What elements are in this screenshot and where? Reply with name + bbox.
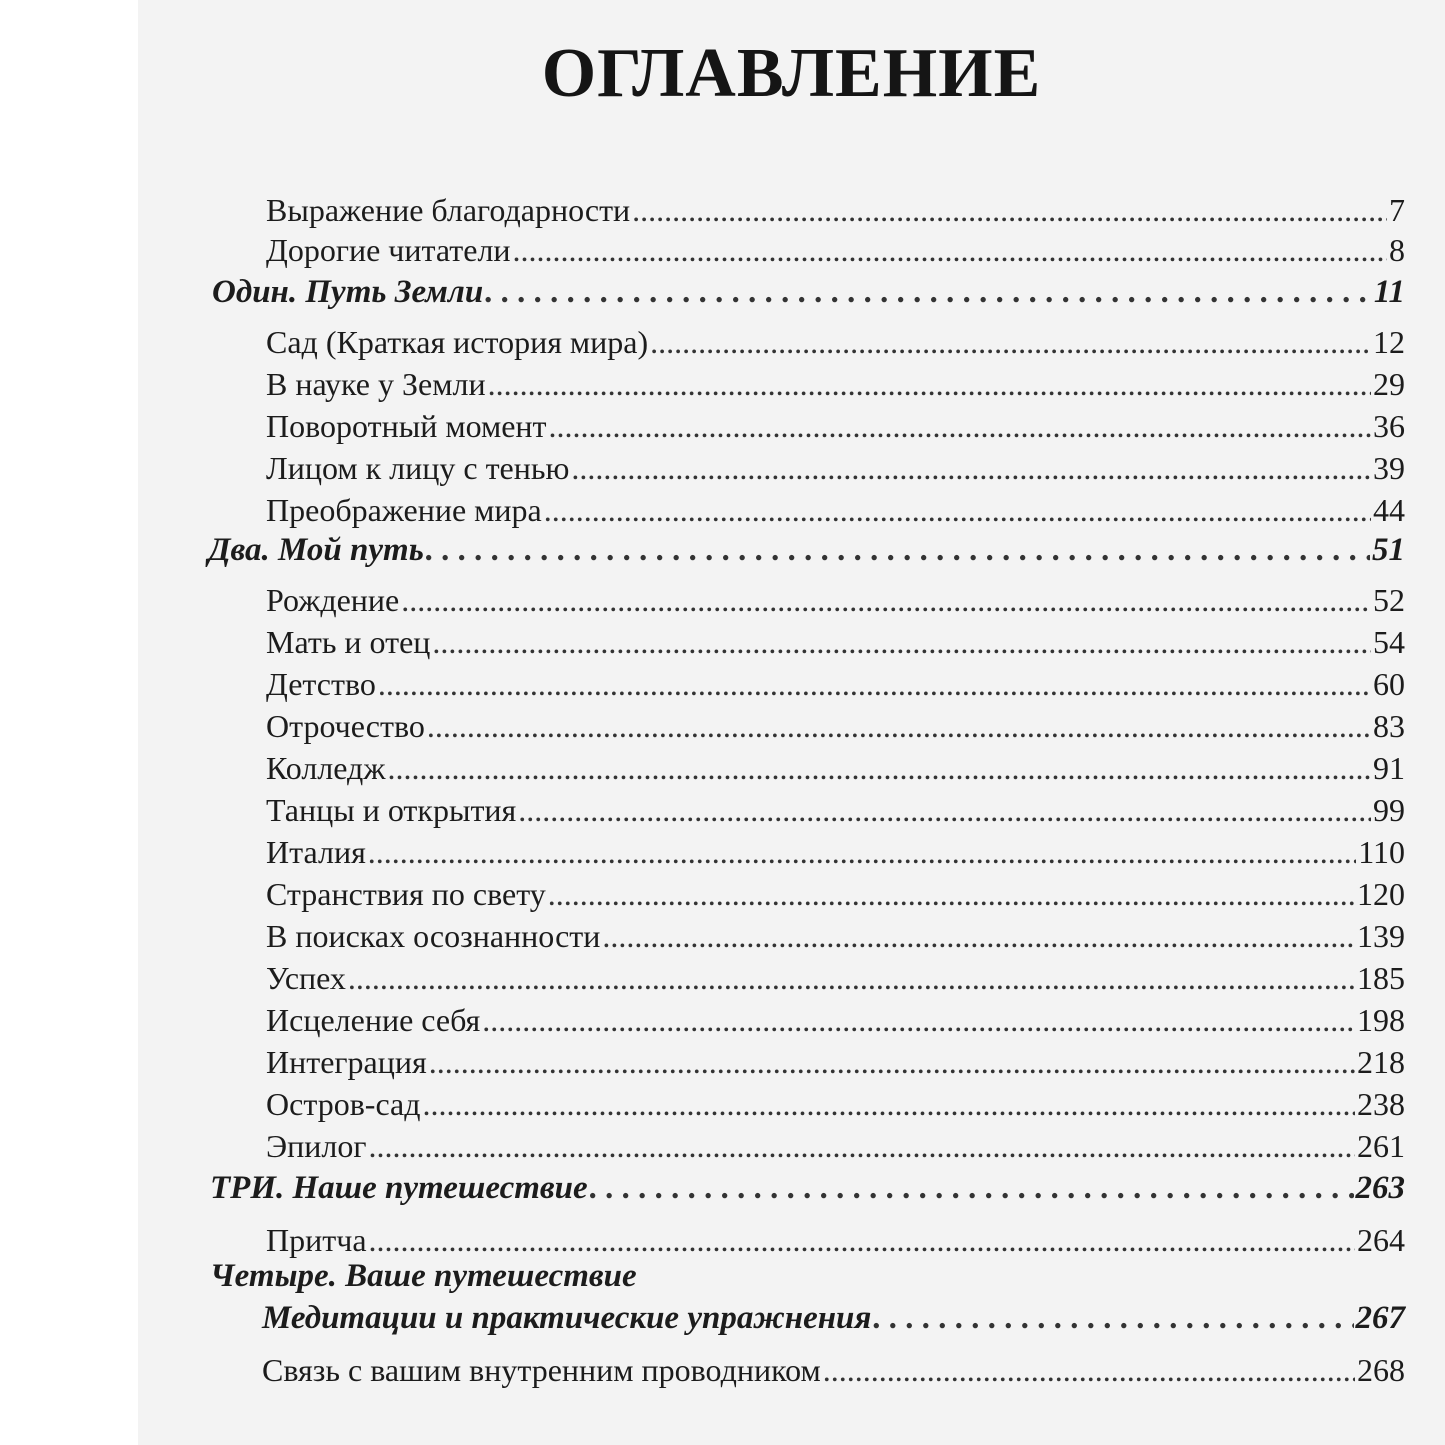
toc-part-title: Два. Мой путь <box>208 532 424 568</box>
toc-entry <box>266 232 1405 269</box>
leader-dots <box>650 324 1371 361</box>
leader-dots <box>513 232 1387 269</box>
toc-entry <box>266 192 1405 229</box>
leader-dots <box>368 834 1356 871</box>
toc-entry-page: 91 <box>1373 750 1405 786</box>
toc-entry-page: 218 <box>1357 1044 1405 1080</box>
toc-entry-title: Отрочество <box>266 708 425 744</box>
toc-entry-title: Преображение мира <box>266 492 542 528</box>
toc-entry <box>266 1044 1405 1081</box>
toc-entry-title: В науке у Земли <box>266 366 486 402</box>
toc-part-title: Один. Путь Земли <box>212 274 484 310</box>
leader-dots <box>602 918 1355 955</box>
toc-entry-page: 54 <box>1373 624 1405 660</box>
toc-entry-page: 264 <box>1357 1222 1405 1258</box>
leader-dots <box>401 582 1371 619</box>
toc-entry-page: 185 <box>1357 960 1405 996</box>
toc-entry-title: Связь с вашим внутренним проводником <box>262 1352 821 1388</box>
leader-dots <box>544 492 1371 529</box>
toc-entry <box>266 492 1405 529</box>
toc-entry <box>266 450 1405 487</box>
toc-entry-title: Лицом к лицу с тенью <box>266 450 570 486</box>
toc-entry <box>266 918 1405 955</box>
leader-dots <box>378 666 1371 703</box>
leader-dots <box>387 750 1371 787</box>
toc-entry <box>266 708 1405 745</box>
leader-dots <box>427 708 1371 745</box>
toc-part-page: 267 <box>1355 1300 1405 1336</box>
toc-entry-title: Остров-сад <box>266 1086 421 1122</box>
toc-entry-page: 238 <box>1357 1086 1405 1122</box>
toc-entry <box>266 582 1405 619</box>
toc-entry <box>266 366 1405 403</box>
toc-entry-page: 198 <box>1357 1002 1405 1038</box>
toc-entry-page: 8 <box>1389 232 1405 268</box>
toc-entry-title: Дорогие читатели <box>266 232 511 268</box>
toc-entry-title: Успех <box>266 960 346 996</box>
leader-dots <box>873 1300 1353 1337</box>
toc-entry-page: 268 <box>1357 1352 1405 1388</box>
toc-entry <box>266 834 1405 871</box>
toc-entry-title: Притча <box>266 1222 367 1258</box>
toc-entry-title: Исцеление себя <box>266 1002 481 1038</box>
toc-entry-page: 44 <box>1373 492 1405 528</box>
toc-part <box>208 532 1405 569</box>
toc-entry-title: Поворотный момент <box>266 408 547 444</box>
leader-dots <box>548 876 1355 913</box>
toc-part-page: 51 <box>1372 532 1405 568</box>
toc-entry <box>266 750 1405 787</box>
toc-entry-page: 261 <box>1357 1128 1405 1164</box>
toc-entry-page: 39 <box>1373 450 1405 486</box>
toc-entry <box>266 624 1405 661</box>
leader-dots <box>571 450 1371 487</box>
toc-entry-title: Интеграция <box>266 1044 427 1080</box>
leader-dots <box>823 1352 1355 1389</box>
toc-entry-page: 36 <box>1373 408 1405 444</box>
toc-entry <box>266 876 1405 913</box>
toc-entry-title: Сад (Краткая история мира) <box>266 324 649 360</box>
leader-dots <box>549 408 1371 445</box>
toc-entry-page: 139 <box>1357 918 1405 954</box>
toc-entry-title: Странствия по свету <box>266 876 546 912</box>
leader-dots <box>482 1002 1355 1039</box>
toc-entry-page: 29 <box>1373 366 1405 402</box>
toc-entry-title: Танцы и открытия <box>266 792 517 828</box>
leader-dots <box>488 366 1371 403</box>
toc-entry-page: 52 <box>1373 582 1405 618</box>
leader-dots <box>590 1170 1354 1207</box>
toc-part-title: ТРИ. Наше путешествие <box>210 1170 588 1206</box>
toc-entry <box>266 960 1405 997</box>
toc-entry-page: 12 <box>1373 324 1405 360</box>
toc-entry-title: Детство <box>266 666 376 702</box>
toc-part <box>212 274 1405 311</box>
toc-entry-page: 99 <box>1373 792 1405 828</box>
toc-entry-page: 7 <box>1389 192 1405 228</box>
toc-part-page: 263 <box>1355 1170 1405 1206</box>
toc-entry <box>266 792 1405 829</box>
toc-part <box>210 1170 1405 1207</box>
toc-entry <box>266 1222 1405 1259</box>
toc-entry <box>262 1352 1405 1389</box>
toc-entry <box>266 408 1405 445</box>
leader-dots <box>429 1044 1355 1081</box>
toc-entry <box>266 324 1405 361</box>
toc-entry-page: 110 <box>1358 834 1405 870</box>
toc-entry <box>266 1002 1405 1039</box>
toc-part-page: 11 <box>1373 274 1405 310</box>
toc-entry-page: 83 <box>1373 708 1405 744</box>
toc-entry-title: Мать и отец <box>266 624 431 660</box>
toc-part-title: Медитации и практические упражнения <box>262 1300 872 1336</box>
leader-dots <box>632 192 1387 229</box>
toc-entry <box>266 1128 1405 1165</box>
book-page <box>138 0 1445 1445</box>
leader-dots <box>432 624 1371 661</box>
toc-entry-title: Выражение благодарности <box>266 192 631 228</box>
leader-dots <box>368 1128 1355 1165</box>
toc-entry-title: Италия <box>266 834 366 870</box>
toc-entry-title: Рождение <box>266 582 400 618</box>
leader-dots <box>426 532 1370 569</box>
toc-entry-page: 60 <box>1373 666 1405 702</box>
toc-entry-title: Колледж <box>266 750 386 786</box>
toc-part-title: Четыре. Ваше путешествие <box>210 1258 637 1294</box>
toc-entry-title: В поисках осознанности <box>266 918 601 954</box>
toc-part <box>262 1300 1405 1337</box>
toc-entry-title: Эпилог <box>266 1128 367 1164</box>
leader-dots <box>423 1086 1355 1123</box>
page-title: ОГЛАВЛЕНИЕ <box>541 35 1042 112</box>
toc-entry <box>266 666 1405 703</box>
toc-entry-page: 120 <box>1357 876 1405 912</box>
leader-dots <box>369 1222 1355 1259</box>
leader-dots <box>348 960 1355 997</box>
toc-entry <box>266 1086 1405 1123</box>
leader-dots <box>485 274 1372 311</box>
leader-dots <box>518 792 1371 829</box>
